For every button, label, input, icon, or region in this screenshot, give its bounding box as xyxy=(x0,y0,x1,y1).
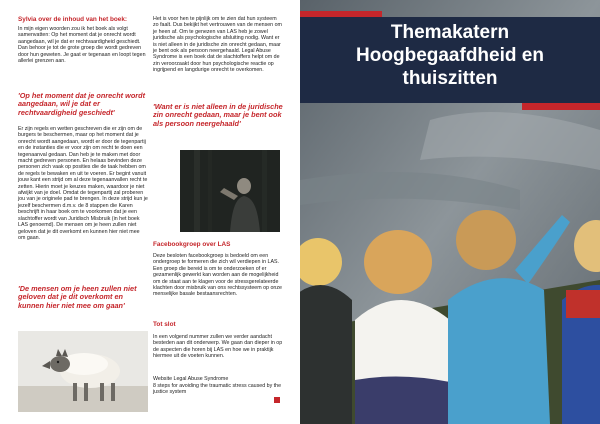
main-paragraph: Er zijn regels en wetten geschreven die er zijn om de burgers te beschermen, maar op het moment dat je onrecht wordt aangedaan, wordt er door de tegenpartij en de instanties die er voor zijn om recht te doen een tegenaanval gedaan. Dan heb je te maken met door macht gedreven personen. En helaas bevinden deze personen zich vaak op posities die de taak hebben om de regels te bewaken en uit te voeren. Er begint vanuit jouw kant een strijd om al deze tegenaanvallen recht te zetten. Hierin moet je keuzes maken, waardoor je niet afwijkt van je doel. Omdat de tegenpartij zal proberen jou van je originele pad te brengen. In deze strijd kun je jezelf beschermen d.m.v. de 8 stappen die Karen beschrijft in haar boek om te voorkomen dat je een slachtoffer wordt van Juridisch Misbruik (in het boek LAS genoemd). De mensen om je heen zullen niet geloven dat je dit overkomt en kunnen hier niet mee om gaan. xyxy=(18,126,148,241)
pull-quote-3: 'Want er is niet alleen in de juridische zin onrecht gedaan, maar je bent ook als persoon neergehaald' xyxy=(153,102,283,128)
man-in-dark-forest-photo xyxy=(180,150,280,232)
cover-title-line-3: thuiszitten xyxy=(402,68,498,89)
closing-paragraph: In een volgend nummer zullen we verder aandacht besteden aan dit onderwerp. We gaan dan dieper in op de aspecten die horen bij LAS en hoe we in praktijk hiermee uit de voeten kunnen. xyxy=(153,334,283,360)
cover-title-line-2: Hoogbegaafdheid en xyxy=(356,45,544,66)
wolf-in-sheeps-clothing-photo xyxy=(18,331,148,412)
continuation-paragraph: Het is voor hen te pijnlijk om te zien dat hun systeem zo faalt. Dus bekijkt het vertrouwen van de mensen om je heen af. Om te genezen van LAS heb je zowel juridische als psychologische afsluiting nodig. Want er is niet alleen in de juridische zin onrecht gedaan, maar je bent ook als persoon neergehaald. Legal Abuse Syndrome is een boek dat de slachtoffers helpt om de zin veroorzaakt door hun psychologische reactie op ingrijpend en langdurige onrecht te overkomen. xyxy=(153,16,282,74)
website-link[interactable]: Website Legal Abuse Syndrome xyxy=(153,376,229,382)
intro-paragraph: In mijn eigen woorden zou ik het boek als volgt samenvatten: Op het moment dat je onrecht wordt aangedaan, wil je dat er rechtvaardigheid geschiedt. Dan behoor je tot de grote groep die wordt gedreven door hun geweten. Je gaat er tegenaan en loopt tegen allerlei grenzen aan. xyxy=(18,26,146,65)
cover-title-line-1: Themakatern xyxy=(390,22,510,43)
pull-quote-2: 'De mensen om je heen zullen niet geloven dat je dit overkomt en kunnen hier niet mee om gaan' xyxy=(18,284,137,310)
title-band xyxy=(300,17,600,103)
cover-page xyxy=(300,0,600,424)
facebook-group-heading: Facebookgroep over LAS xyxy=(153,241,231,248)
book-content-heading: Sylvia over de inhoud van het boek: xyxy=(18,16,128,23)
website-subtitle: 8 steps for avoiding the traumatic stress caused by the justice system xyxy=(153,383,282,396)
end-mark xyxy=(274,397,280,403)
facebook-group-paragraph: Deze besloten facebookgroep is bedoeld om een ondergroep te formeren die zich wil verdiepen in LAS. Een groep die bereid is om te onderzoeken of er gezamenlijk gewerkt kan worden aan de mogelijkheid om de staat aan te klagen voor de stressgerelateerde klachten door misbruik van ons rechtssysteem op onze menselijke basale bestaansrechten. xyxy=(153,253,282,298)
closing-heading: Tot slot xyxy=(153,321,176,328)
accent-bar-bottom xyxy=(522,103,600,110)
pull-quote-1: 'Op het moment dat je onrecht wordt aangedaan, wil je dat er rechtvaardigheid geschiedt' xyxy=(18,91,146,117)
